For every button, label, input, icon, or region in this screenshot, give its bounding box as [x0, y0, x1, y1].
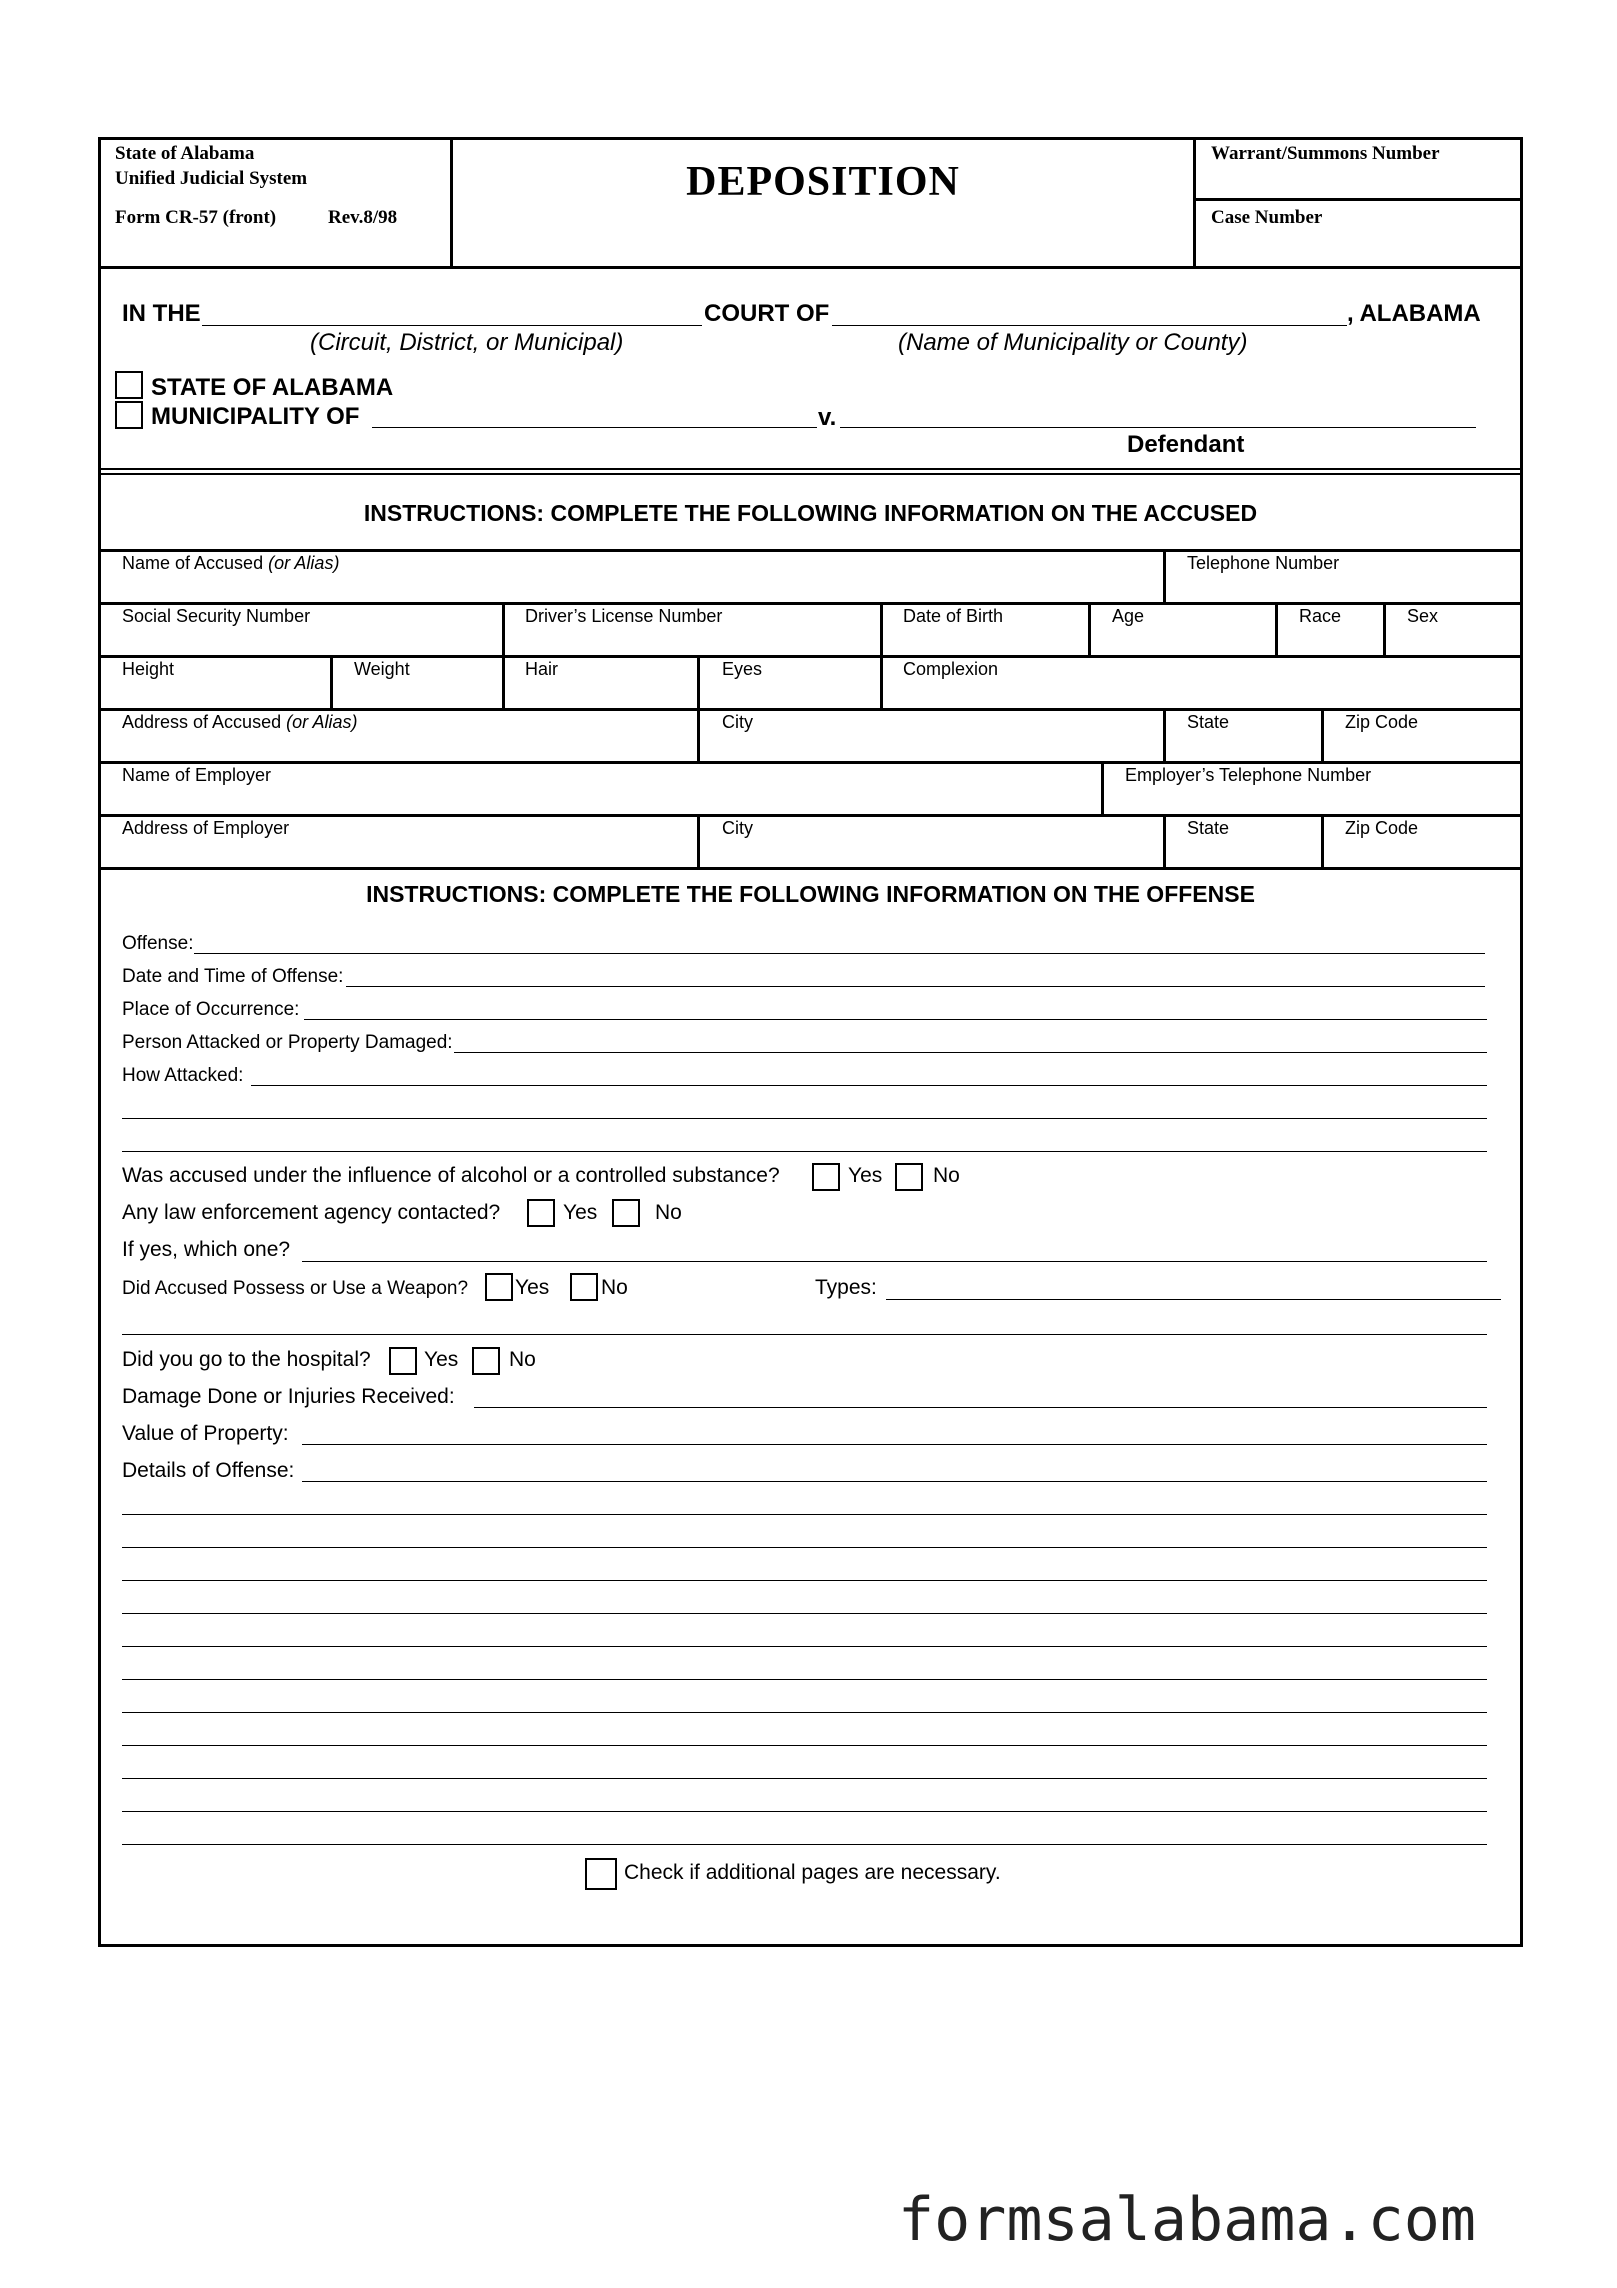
date-time-label: Date and Time of Offense:	[122, 966, 344, 987]
damage-field[interactable]	[474, 1407, 1487, 1408]
row6-div-3	[1321, 814, 1324, 869]
agency-question: Any law enforcement agency contacted?	[122, 1201, 501, 1224]
race-label: Race	[1299, 606, 1342, 626]
row3-bottom	[98, 708, 1523, 711]
employer-zip-label: Zip Code	[1345, 818, 1419, 838]
offense-instructions: INSTRUCTIONS: COMPLETE THE FOLLOWING INFORMATION ON THE OFFENSE	[366, 881, 1255, 907]
employer-name-label: Name of Employer	[122, 765, 272, 785]
hospital-no-label: No	[509, 1348, 536, 1371]
row4-div-2	[1163, 708, 1166, 763]
eyes-label: Eyes	[722, 659, 763, 679]
agency-no-label: No	[655, 1201, 682, 1224]
row4-div-3	[1321, 708, 1324, 763]
defendant-label: Defendant	[1127, 431, 1245, 458]
how-attacked-line-3[interactable]	[122, 1151, 1487, 1152]
license-label: Driver’s License Number	[525, 606, 723, 626]
form-id: Form CR-57 (front)	[115, 207, 277, 228]
hospital-yes-checkbox[interactable]	[389, 1347, 417, 1375]
court-rule-1	[98, 468, 1523, 470]
warrant-label: Warrant/Summons Number	[1211, 143, 1440, 164]
place-label: Place of Occurrence:	[122, 999, 300, 1020]
row3-div-4	[880, 655, 883, 710]
details-line[interactable]	[122, 1514, 1487, 1515]
weapon-yes-label: Yes	[515, 1276, 550, 1299]
employer-phone-label: Employer’s Telephone Number	[1125, 765, 1372, 785]
row1-bottom	[98, 602, 1523, 605]
header-split	[1193, 198, 1523, 201]
court-type-caption: (Circuit, District, or Municipal)	[310, 329, 624, 356]
details-line[interactable]	[122, 1844, 1487, 1845]
additional-pages-label: Check if additional pages are necessary.	[624, 1861, 1001, 1884]
row1-divider	[1163, 549, 1166, 604]
court-rule-2	[98, 473, 1523, 475]
row2-div-3	[1088, 602, 1091, 657]
case-number-field[interactable]	[1196, 226, 1520, 266]
row3-div-2	[502, 655, 505, 710]
row6-div-2	[1163, 814, 1166, 869]
telephone-label: Telephone Number	[1187, 553, 1340, 573]
value-field[interactable]	[302, 1444, 1487, 1445]
row2-div-5	[1383, 602, 1386, 657]
person-attacked-label: Person Attacked or Property Damaged:	[122, 1032, 453, 1053]
municipality-of-label: MUNICIPALITY OF	[151, 403, 360, 430]
row2-div-1	[502, 602, 505, 657]
which-one-field[interactable]	[302, 1261, 1487, 1262]
court-of-label: COURT OF	[704, 300, 830, 327]
address-accused-label: Address of Accused (or Alias)	[122, 712, 358, 732]
header-bottom-rule	[98, 266, 1523, 269]
agency-yes-checkbox[interactable]	[527, 1199, 555, 1227]
defendant-field[interactable]	[840, 427, 1476, 428]
details-line[interactable]	[122, 1811, 1487, 1812]
hospital-question: Did you go to the hospital?	[122, 1348, 371, 1371]
state-label: State of Alabama	[115, 143, 255, 164]
agency-no-checkbox[interactable]	[612, 1199, 640, 1227]
municipality-caption: (Name of Municipality or County)	[898, 329, 1248, 356]
row2-div-4	[1275, 602, 1278, 657]
weapon-no-checkbox[interactable]	[570, 1273, 598, 1301]
weapon-question: Did Accused Possess or Use a Weapon?	[122, 1278, 469, 1299]
complexion-label: Complexion	[903, 659, 999, 679]
additional-pages-checkbox[interactable]	[585, 1858, 617, 1890]
influence-question: Was accused under the influence of alcohol or a controlled substance?	[122, 1164, 780, 1187]
how-attacked-line-2[interactable]	[122, 1118, 1487, 1119]
influence-yes-checkbox[interactable]	[812, 1163, 840, 1191]
height-label: Height	[122, 659, 175, 679]
details-line[interactable]	[122, 1778, 1487, 1779]
municipality-county-field[interactable]	[832, 325, 1347, 326]
municipality-checkbox[interactable]	[115, 401, 143, 429]
row6-div-1	[697, 814, 700, 869]
system-label: Unified Judicial System	[115, 168, 308, 189]
age-label: Age	[1112, 606, 1145, 626]
zip-label: Zip Code	[1345, 712, 1419, 732]
name-of-accused-label: Name of Accused (or Alias)	[122, 553, 340, 573]
details-line[interactable]	[122, 1580, 1487, 1581]
court-type-field[interactable]	[202, 325, 702, 326]
state-of-alabama-label: STATE OF ALABAMA	[151, 374, 394, 401]
alabama-label: , ALABAMA	[1347, 300, 1481, 327]
place-field[interactable]	[304, 1019, 1487, 1020]
details-line[interactable]	[122, 1712, 1487, 1713]
row4-bottom	[98, 761, 1523, 764]
damage-label: Damage Done or Injuries Received:	[122, 1385, 455, 1408]
state-label-accused: State	[1187, 712, 1230, 732]
sex-label: Sex	[1407, 606, 1439, 626]
weapon-line-2[interactable]	[122, 1334, 1487, 1335]
row2-bottom	[98, 655, 1523, 658]
warrant-number-field[interactable]	[1196, 150, 1520, 195]
details-line[interactable]	[122, 1547, 1487, 1548]
which-one-label: If yes, which one?	[122, 1238, 291, 1261]
influence-no-checkbox[interactable]	[895, 1163, 923, 1191]
watermark: formsalabama.com	[898, 2185, 1476, 2255]
date-time-field[interactable]	[346, 986, 1485, 987]
details-label: Details of Offense:	[122, 1459, 295, 1482]
details-line[interactable]	[122, 1646, 1487, 1647]
hospital-yes-label: Yes	[424, 1348, 459, 1371]
agency-yes-label: Yes	[563, 1201, 598, 1224]
employer-state-label: State	[1187, 818, 1230, 838]
employer-city-label: City	[722, 818, 753, 838]
page-title: DEPOSITION	[686, 159, 960, 205]
row5-div-1	[1101, 761, 1104, 816]
offense-label: Offense:	[122, 933, 194, 954]
row2-div-2	[880, 602, 883, 657]
influence-no-label: No	[933, 1164, 960, 1187]
types-label: Types:	[815, 1276, 877, 1299]
offense-field[interactable]	[194, 953, 1485, 954]
row4-div-1	[697, 708, 700, 763]
case-number-label: Case Number	[1211, 207, 1323, 228]
accused-instructions: INSTRUCTIONS: COMPLETE THE FOLLOWING INFORMATION ON THE ACCUSED	[363, 500, 1258, 526]
hair-label: Hair	[525, 659, 559, 679]
details-line[interactable]	[122, 1613, 1487, 1614]
how-attacked-field[interactable]	[251, 1085, 1487, 1086]
influence-yes-label: Yes	[848, 1164, 883, 1187]
details-line[interactable]	[122, 1679, 1487, 1680]
weight-label: Weight	[354, 659, 410, 679]
row6-bottom	[98, 867, 1523, 870]
municipality-name-field[interactable]	[372, 427, 817, 428]
row3-div-1	[330, 655, 333, 710]
person-attacked-field[interactable]	[454, 1052, 1487, 1053]
city-label: City	[722, 712, 753, 732]
weapon-yes-checkbox[interactable]	[485, 1273, 513, 1301]
how-attacked-label: How Attacked:	[122, 1065, 244, 1086]
versus-label: v.	[818, 404, 837, 431]
weapon-no-label: No	[601, 1276, 628, 1299]
row3-div-3	[697, 655, 700, 710]
details-field[interactable]	[302, 1481, 1487, 1482]
employer-address-label: Address of Employer	[122, 818, 290, 838]
accused-rule-top	[98, 549, 1523, 552]
types-field[interactable]	[886, 1299, 1501, 1300]
state-of-alabama-checkbox[interactable]	[115, 371, 143, 399]
revision-label: Rev.8/98	[328, 207, 398, 228]
row5-bottom	[98, 814, 1523, 817]
in-the-label: IN THE	[122, 300, 201, 327]
dob-label: Date of Birth	[903, 606, 1004, 626]
hospital-no-checkbox[interactable]	[472, 1347, 500, 1375]
details-line[interactable]	[122, 1745, 1487, 1746]
ssn-label: Social Security Number	[122, 606, 311, 626]
value-label: Value of Property:	[122, 1422, 289, 1445]
